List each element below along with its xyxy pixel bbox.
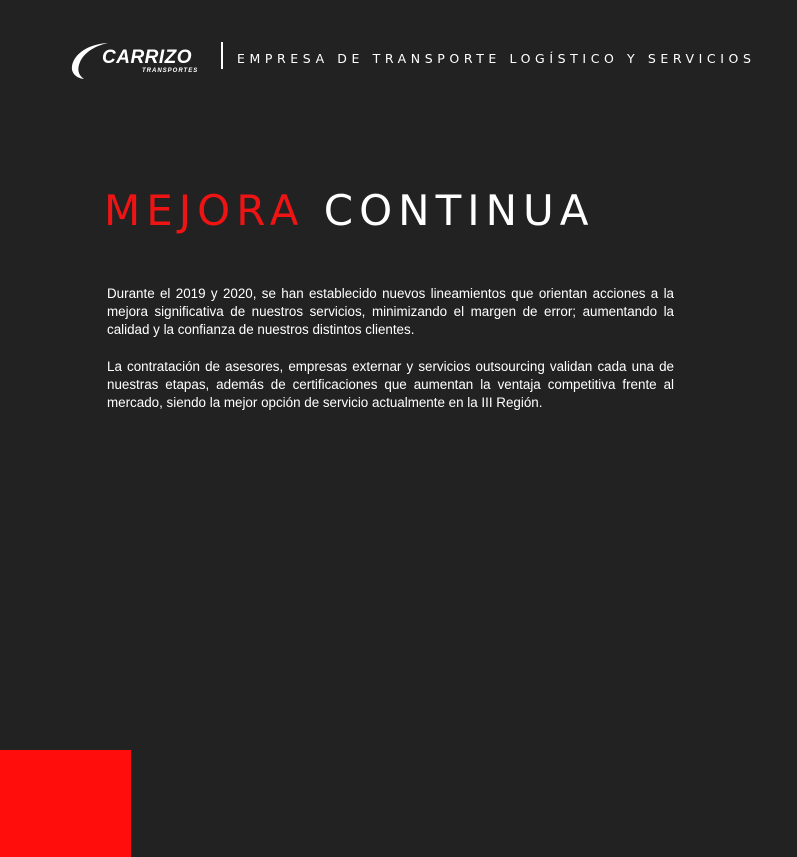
body-text: [107, 285, 674, 430]
company-logo: [70, 38, 200, 82]
page-title: [104, 188, 595, 234]
title-word-continua: CONTINUA: [323, 186, 595, 235]
logo-wordmark: CARRIZO: [102, 47, 193, 68]
title-word-mejora: MEJORA: [104, 186, 305, 235]
decorative-red-block: [0, 750, 131, 857]
header-divider: [221, 42, 223, 69]
body-paragraph-2: La contratación de asesores, empresas externar y servicios outsourcing validan cada una de nuestras etapas, además de certificaciones que aumentan la ventaja competitiva frente al mercado, siendo la mejor opción de servicio actualmente en la III Región.: [107, 358, 674, 411]
body-paragraph-1: Durante el 2019 y 2020, se han establecido nuevos lineamientos que orientan acciones a la mejora significativa de nuestros servicios, minimizando el margen de error; aumentando la calidad y la confianza de nuestros distintos clientes.: [107, 286, 674, 338]
page-header: [70, 38, 756, 82]
company-tagline: EMPRESA DE TRANSPORTE LOGÍSTICO Y SERVICIOS: [237, 51, 756, 66]
logo-subtitle: TRANSPORTES: [142, 68, 199, 74]
